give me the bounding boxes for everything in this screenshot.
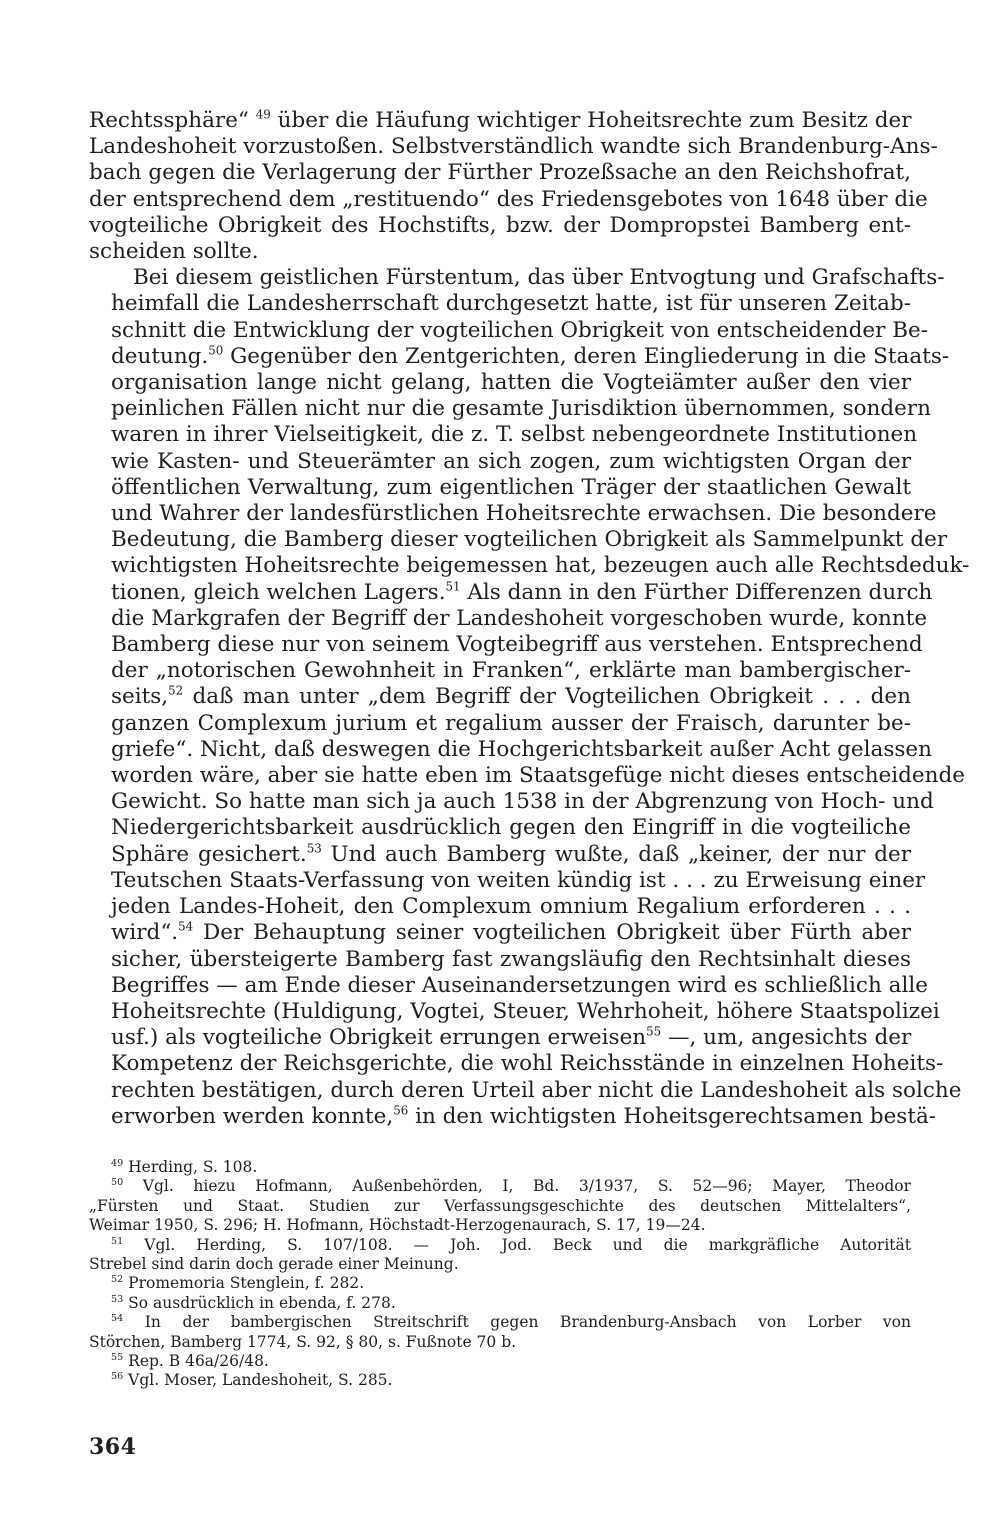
text-line: schnitt die Entwicklung der vogteilichen Obrigkeit von entscheidender Be-	[111, 317, 929, 343]
text-line: deutung.$^{50}$ Gegenüber den Zentgerichten, deren Eingliederung in die Staats-	[111, 343, 950, 369]
text-line: tionen, gleich welchen Lagers.$^{51}$ Als dann in den Fürther Differenzen durch	[111, 579, 933, 605]
text-line: Kompetenz der Reichsgerichte, die wohl Reichsstände in einzelnen Hoheits-	[111, 1051, 944, 1077]
text-line: bach gegen die Verlagerung der Fürther Prozeßsache an den Reichshofrat,	[89, 160, 911, 186]
footnotes	[89, 1158, 911, 1391]
footnote-51: $^{51}$ Vgl. Herding, S. 107/108. — Joh. Jod. Beck und die markgräfliche Autorität Strebel sind darin doch gerade einer Meinung.	[89, 1235, 911, 1274]
text-line: Bedeutung, die Bamberg dieser vogteilichen Obrigkeit als Sammelpunkt der	[111, 527, 948, 553]
text-line: wird“.$^{54}$ Der Behauptung seiner vogteilichen Obrigkeit über Fürth aber	[111, 920, 911, 946]
paragraph-1	[89, 107, 938, 265]
footnote-53: $^{53}$ So ausdrücklich in ebenda, f. 278.	[111, 1293, 396, 1312]
footnote-50: $^{50}$ Vgl. hiezu Hofmann, Außenbehörden, I, Bd. 3/1937, S. 52—96; Mayer, Theodor „Fürsten und Staat. Studien zur Verfassungsgeschichte des deutschen Mittelalters“, Weimar 1950, S. 296; H. Hofmann, Höchstadt-Herzogenaurach, S. 17, 19—24.	[89, 1177, 911, 1235]
text-line: seits,$^{52}$ daß man unter „dem Begriff der Vogteilichen Obrigkeit . . . den	[111, 684, 911, 710]
footnote-ref-53: 53	[306, 841, 322, 856]
text-line: ganzen Complexum jurium et regalium ausser der Fraisch, darunter be-	[111, 710, 911, 736]
text-line: und Wahrer der landesfürstlichen Hoheitsrechte erwachsen. Die besondere	[111, 501, 937, 527]
text-line: Rechtssphäre“ $^{49}$ über die Häufung wichtiger Hoheitsrechte zum Besitz der	[89, 107, 912, 133]
footnote-49: $^{49}$ Herding, S. 108.	[111, 1158, 258, 1176]
main-text	[89, 107, 970, 1130]
footnote-ref-51: 51	[445, 579, 461, 594]
footnote-ref-50: 50	[208, 343, 224, 358]
text-line: waren in ihrer Vielseitigkeit, die z. T. selbst nebengeordnete Institutionen	[111, 422, 918, 448]
text-line: Begriffes — am Ende dieser Auseinandersetzungen wird es schließlich alle	[111, 972, 928, 998]
text-line: wichtigsten Hoheitsrechte beigemessen hat, bezeugen auch alle Rechtsdeduk-	[111, 553, 970, 579]
text-line: sicher, übersteigerte Bamberg fast zwangsläufig den Rechtsinhalt dieses	[111, 946, 911, 972]
text-line: der entsprechend dem „restituendo“ des Friedensgebotes von 1648 über die	[89, 186, 928, 212]
footnote-ref-52: 52	[168, 684, 184, 699]
text-line: Niedergerichtsbarkeit ausdrücklich gegen den Eingriff in die vogteiliche	[111, 815, 911, 841]
text-line: Bamberg diese nur von seinem Vogteibegriff aus verstehen. Entsprechend	[111, 632, 923, 658]
footnote-ref-56: 56	[393, 1103, 409, 1118]
text-line: scheiden sollte.	[89, 239, 259, 265]
text-line: Gewicht. So hatte man sich ja auch 1538 in der Abgrenzung von Hoch- und	[111, 789, 934, 815]
text-line: Hoheitsrechte (Huldigung, Vogtei, Steuer, Wehrhoheit, höhere Staatspolizei	[111, 998, 940, 1024]
text-line: griefe“. Nicht, daß deswegen die Hochgerichtsbarkeit außer Acht gelassen	[111, 736, 932, 762]
text-line: erworben werden konnte,$^{56}$ in den wichtigsten Hoheitsgerechtsamen bestä-	[111, 1103, 937, 1129]
text-line: Teutschen Staats-Verfassung von weiten kündig ist . . . zu Erweisung einer	[111, 867, 926, 893]
text-line: organisation lange nicht gelang, hatten die Vogteiämter außer den vier	[111, 370, 911, 396]
page-number: 364	[89, 1434, 137, 1460]
text-line: der „notorischen Gewohnheit in Franken“, erklärte man bambergischer-	[111, 658, 911, 684]
text-line: Landeshoheit vorzustoßen. Selbstverständlich wandte sich Brandenburg-Ans-	[89, 134, 938, 160]
text-line: peinlichen Fällen nicht nur die gesamte Jurisdiktion übernommen, sondern	[111, 396, 932, 422]
footnote-56: $^{56}$ Vgl. Moser, Landeshoheit, S. 285.	[111, 1371, 393, 1390]
text-line: Sphäre gesichert.$^{53}$ Und auch Bamberg wußte, daß „keiner, der nur der	[111, 841, 911, 867]
footnote-52: $^{52}$ Promemoria Stenglein, f. 282.	[111, 1274, 365, 1293]
text-line: Bei diesem geistlichen Fürstentum, das über Entvogtung und Grafschafts-	[133, 265, 945, 291]
text-line: wie Kasten- und Steuerämter an sich zogen, zum wichtigsten Organ der	[111, 448, 911, 474]
text-line: vogteiliche Obrigkeit des Hochstifts, bzw. der Dompropstei Bamberg ent-	[89, 212, 911, 238]
text-line: öffentlichen Verwaltung, zum eigentlichen Träger der staatlichen Gewalt	[111, 474, 911, 500]
text-line: usf.) als vogteiliche Obrigkeit errungen erweisen$^{55}$ —, um, angesichts der	[111, 1024, 912, 1051]
footnote-54: $^{54}$ In der bambergischen Streitschrift gegen Brandenburg-Ansbach von Lorber von Störchen, Bamberg 1774, S. 92, § 80, s. Fußnote 70 b.	[89, 1313, 911, 1351]
footnote-ref-54: 54	[178, 920, 194, 935]
text-line: worden wäre, aber sie hatte eben im Staatsgefüge nicht dieses entscheidende	[111, 763, 965, 789]
text-line: jeden Landes-Hoheit, den Complexum omnium Regalium erforderen . . .	[111, 894, 911, 920]
footnote-ref-55: 55	[646, 1024, 662, 1039]
text-line: rechten bestätigen, durch deren Urteil aber nicht die Landeshoheit als solche	[111, 1077, 962, 1103]
text-line: die Markgrafen der Begriff der Landeshoheit vorgeschoben wurde, konnte	[111, 605, 928, 631]
footnote-55: $^{55}$ Rep. B 46a/26/48.	[111, 1352, 269, 1371]
text-line: heimfall die Landesherrschaft durchgesetzt hatte, ist für unseren Zeitab-	[111, 291, 911, 317]
paragraph-2	[89, 265, 970, 1130]
footnote-ref-49: 49	[255, 107, 271, 122]
